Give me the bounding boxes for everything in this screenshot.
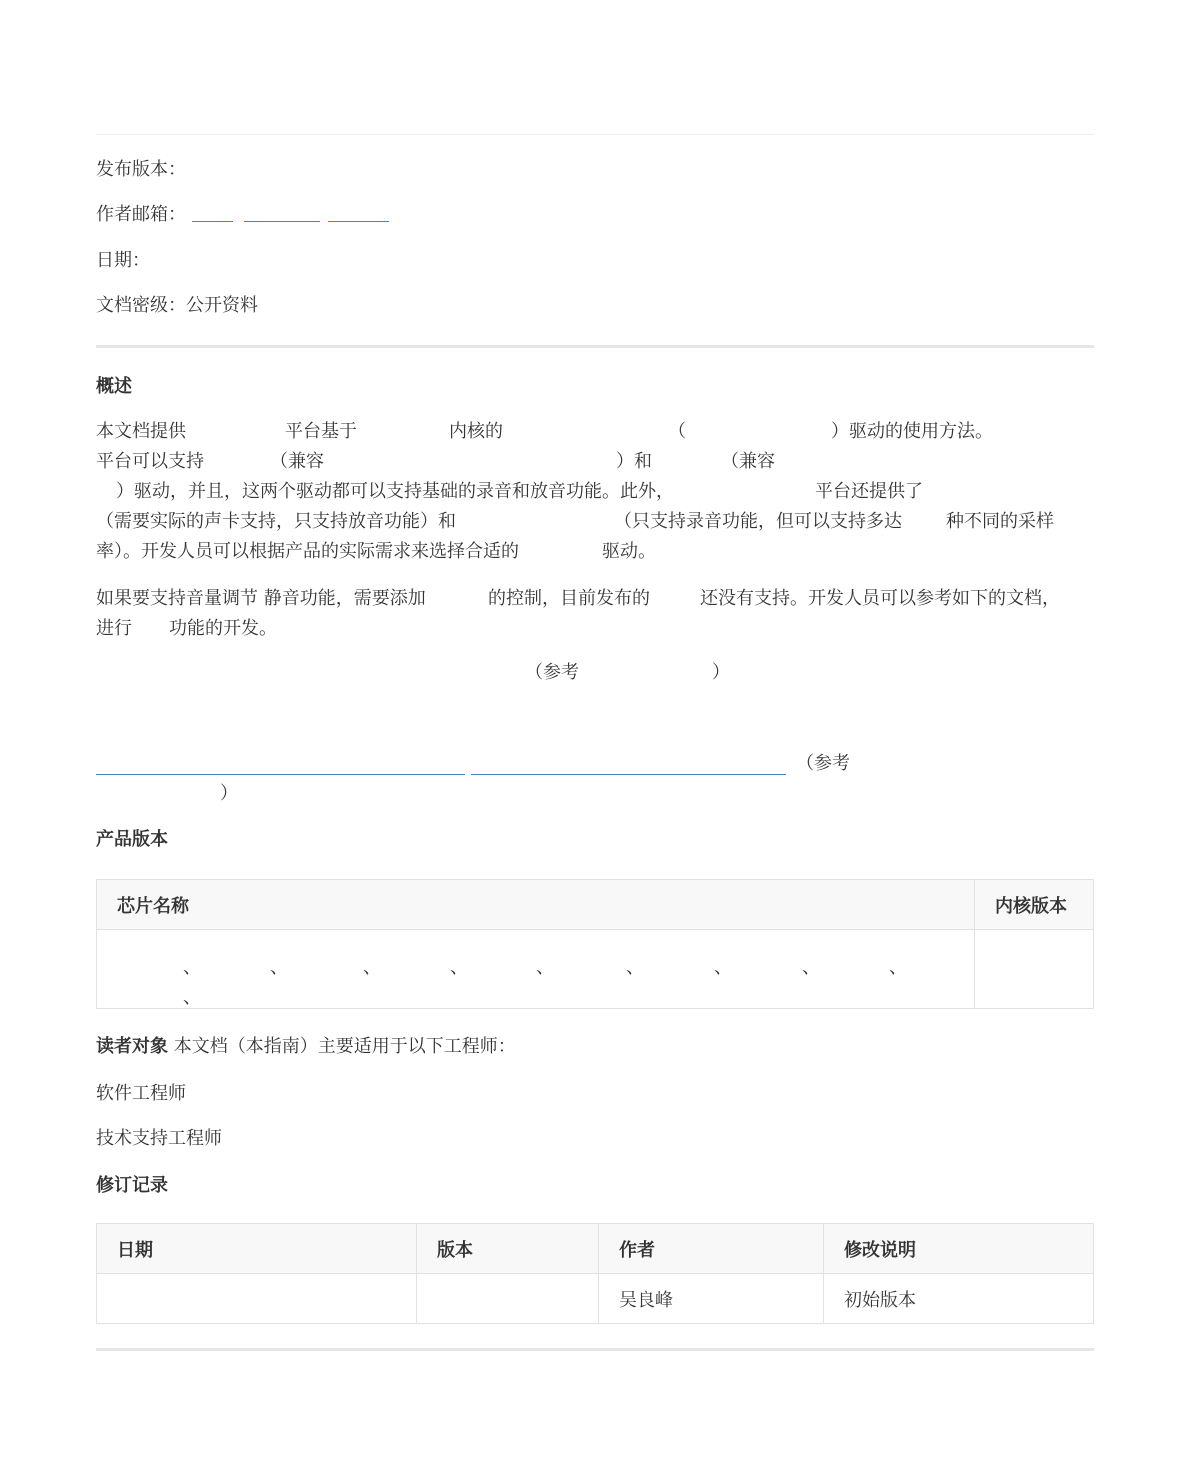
text-segment: （参考 [525,662,579,683]
product-version-heading: 产品版本 [96,829,168,850]
section-divider [96,345,1094,348]
audience-intro: 本文档（本指南）主要适用于以下工程师： [173,1036,516,1057]
text-segment: 率）。开发人员可以根据产品的实际需求来选择合适的 [96,541,519,562]
release-version-line [96,155,186,185]
table-header-row [97,1224,1094,1274]
doc-security-label: 文档密级： [96,295,186,316]
text-segment: （兼容 [721,451,775,472]
revision-heading: 修订记录 [96,1175,168,1196]
list-separator: 、 [626,957,644,978]
revision-table [96,1223,1094,1324]
text-segment: ）驱动的使用方法。 [831,421,993,442]
column-header [97,1224,417,1274]
reference-link-2[interactable] [471,774,786,775]
table-cell [417,1274,599,1324]
text-segment: 平台还提供了 [815,481,923,502]
audience-heading: 读者对象 [96,1036,168,1057]
list-separator: 、 [889,957,907,978]
text-segment: （参考 [796,753,850,774]
list-separator: 、 [450,957,468,978]
table-row [97,1274,1094,1324]
column-header-label: 芯片名称 [117,895,189,917]
author-email-link-1[interactable] [192,220,233,222]
bottom-divider [96,1348,1094,1351]
author-email-link-3[interactable] [328,220,389,222]
list-separator: 、 [536,957,554,978]
kernel-version-cell [975,930,1094,1009]
text-segment: ）和 [616,451,652,472]
audience-item: 软件工程师 [96,1083,186,1104]
text-segment: 功能的开发。 [169,618,277,639]
column-header-label: 内核版本 [995,895,1067,917]
list-separator: 、 [183,957,201,978]
text-segment: 本文档提供 [96,421,186,442]
text-segment: 驱动。 [602,541,656,562]
date-line [96,246,150,276]
column-header [824,1224,1094,1274]
column-header-label: 作者 [619,1239,655,1261]
date-label: 日期： [96,250,150,271]
column-header [975,880,1094,930]
column-header-label: 日期 [117,1239,153,1261]
doc-security-line [96,291,258,321]
audience-item: 技术支持工程师 [96,1128,222,1149]
text-segment: 还没有支持。开发人员可以参考如下的文档， [700,588,1060,609]
release-version-label: 发布版本： [96,159,186,180]
column-header [599,1224,824,1274]
list-separator: 、 [363,957,381,978]
table-header-row [97,880,1094,930]
reference-link-1[interactable] [96,774,465,775]
overview-heading: 概述 [96,376,132,397]
author-email-label: 作者邮箱： [96,204,186,225]
text-segment: 的控制，目前发布的 [488,588,650,609]
text-segment: ） [712,662,730,683]
list-separator: 、 [270,957,288,978]
text-segment: 如果要支持音量调节 静音功能，需要添加 [96,588,426,609]
text-segment: 种不同的采样 [946,511,1054,532]
text-segment: （需要实际的声卡支持，只支持放音功能）和 [96,511,456,532]
text-segment: ）驱动，并且，这两个驱动都可以支持基础的录音和放音功能。此外， [116,481,674,502]
top-divider [96,134,1094,135]
column-header-label: 版本 [437,1239,473,1261]
table-cell: 吴良峰 [599,1274,824,1324]
text-segment: 平台可以支持 [96,451,204,472]
text-segment: （只支持录音功能，但可以支持多达 [614,511,902,532]
product-version-table [96,879,1094,1009]
table-row [97,930,1094,1009]
table-cell: 初始版本 [824,1274,1094,1324]
audience-line [96,1032,516,1062]
chip-name-cell [97,930,975,1009]
text-segment: （兼容 [270,451,324,472]
list-separator: 、 [802,957,820,978]
text-segment: 内核的 [449,421,503,442]
text-segment: ） [220,783,238,804]
column-header-label: 修改说明 [844,1239,916,1261]
table-cell [97,1274,417,1324]
list-separator: 、 [183,987,201,1008]
doc-security-value: 公开资料 [186,295,258,316]
column-header [97,880,975,930]
text-segment: （ [668,421,686,442]
text-segment: 平台基于 [285,421,357,442]
list-separator: 、 [714,957,732,978]
text-segment: 进行 [96,618,132,639]
author-email-line [96,200,389,230]
author-email-link-2[interactable] [244,220,320,222]
column-header [417,1224,599,1274]
